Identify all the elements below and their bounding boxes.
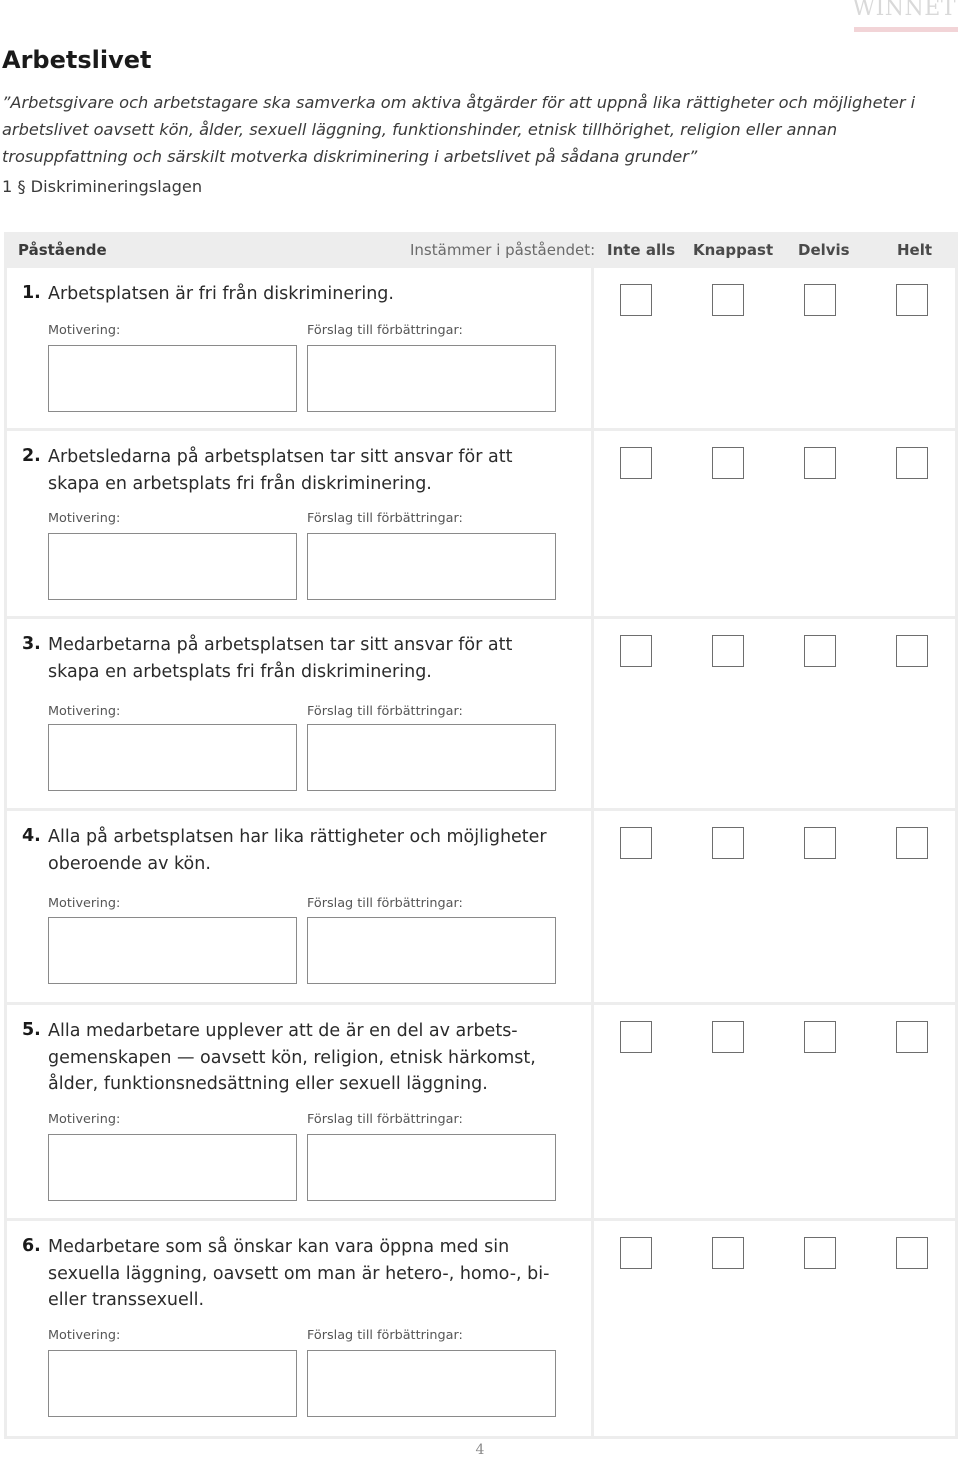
column-divider: [591, 1221, 594, 1436]
statement-number: 6.: [22, 1236, 41, 1256]
statement-row: [4, 1005, 958, 1221]
checkbox-knappast[interactable]: [712, 635, 744, 667]
checkbox-inte-alls[interactable]: [620, 635, 652, 667]
page-title: Arbetslivet: [2, 46, 152, 74]
checkbox-helt[interactable]: [896, 1237, 928, 1269]
checkbox-knappast[interactable]: [712, 1021, 744, 1053]
column-divider: [591, 1005, 594, 1218]
statement-row: [4, 1221, 958, 1439]
checkbox-delvis[interactable]: [804, 827, 836, 859]
column-divider: [591, 811, 594, 1002]
motivation-field[interactable]: [48, 1134, 297, 1201]
suggestions-label: Förslag till förbättringar:: [307, 1328, 463, 1343]
checkbox-helt[interactable]: [896, 827, 928, 859]
motivation-label: Motivering:: [48, 896, 121, 911]
checkbox-delvis[interactable]: [804, 1021, 836, 1053]
suggestions-field[interactable]: [307, 917, 556, 984]
column-divider: [591, 619, 594, 808]
motivation-label: Motivering:: [48, 511, 121, 526]
suggestions-field[interactable]: [307, 724, 556, 791]
checkbox-inte-alls[interactable]: [620, 1021, 652, 1053]
checkbox-delvis[interactable]: [804, 284, 836, 316]
motivation-field[interactable]: [48, 533, 297, 600]
checkbox-knappast[interactable]: [712, 284, 744, 316]
statement-text: Alla på arbetsplatsen har lika rättigheter och möjligheter oberoende av kön.: [48, 827, 547, 874]
statement-text: Arbetsledarna på arbetsplatsen tar sitt ansvar för att skapa en arbetsplats fri från diskriminering.: [48, 447, 513, 494]
motivation-field[interactable]: [48, 724, 297, 791]
header-option-helt: Helt: [897, 241, 933, 259]
suggestions-label: Förslag till förbättringar:: [307, 896, 463, 911]
statement-text: Medarbetarna på arbetsplatsen tar sitt ansvar för att skapa en arbetsplats fri från diskriminering.: [48, 635, 513, 682]
motivation-field[interactable]: [48, 917, 297, 984]
motivation-label: Motivering:: [48, 704, 121, 719]
motivation-field[interactable]: [48, 345, 297, 412]
statement-number: 2.: [22, 446, 41, 466]
header-agree-label: Instämmer i påståendet:: [410, 241, 596, 259]
motivation-label: Motivering:: [48, 1112, 121, 1127]
suggestions-label: Förslag till förbättringar:: [307, 704, 463, 719]
checkbox-helt[interactable]: [896, 1021, 928, 1053]
motivation-field[interactable]: [48, 1350, 297, 1417]
motivation-label: Motivering:: [48, 1328, 121, 1343]
statement-row: [4, 268, 958, 431]
winnet-logo: [850, 0, 960, 34]
checkbox-knappast[interactable]: [712, 1237, 744, 1269]
logo-text: WINNET: [852, 0, 956, 21]
logo-underline: [854, 27, 958, 32]
column-divider: [591, 431, 594, 616]
statement-row: [4, 619, 958, 811]
page-number: 4: [475, 1442, 485, 1458]
checkbox-inte-alls[interactable]: [620, 827, 652, 859]
statement-text: Medarbetare som så önskar kan vara öppna med sin sexuella läggning, oavsett om man är hetero-, homo-, bi-eller transsexuell.: [48, 1237, 550, 1310]
statement-number: 3.: [22, 634, 41, 654]
suggestions-field[interactable]: [307, 533, 556, 600]
checkbox-helt[interactable]: [896, 635, 928, 667]
checkbox-delvis[interactable]: [804, 1237, 836, 1269]
motivation-label: Motivering:: [48, 323, 121, 338]
header-statement: Påstående: [18, 241, 107, 259]
checkbox-knappast[interactable]: [712, 827, 744, 859]
statement-row: [4, 811, 958, 1005]
suggestions-label: Förslag till förbättringar:: [307, 511, 463, 526]
checkbox-knappast[interactable]: [712, 447, 744, 479]
checkbox-helt[interactable]: [896, 447, 928, 479]
header-option-knappast: Knappast: [693, 241, 774, 259]
suggestions-field[interactable]: [307, 1134, 556, 1201]
checkbox-delvis[interactable]: [804, 447, 836, 479]
checkbox-inte-alls[interactable]: [620, 447, 652, 479]
suggestions-label: Förslag till förbättringar:: [307, 1112, 463, 1127]
suggestions-field[interactable]: [307, 1350, 556, 1417]
checkbox-inte-alls[interactable]: [620, 284, 652, 316]
column-divider: [591, 268, 594, 428]
checkbox-inte-alls[interactable]: [620, 1237, 652, 1269]
suggestions-field[interactable]: [307, 345, 556, 412]
header-option-inte-alls: Inte alls: [607, 241, 676, 259]
statement-text: Arbetsplatsen är fri från diskriminering.: [48, 284, 394, 304]
statement-row: [4, 431, 958, 619]
table-header: [4, 232, 958, 268]
law-quote: ”Arbetsgivare och arbetstagare ska samverka om aktiva åtgärder för att uppnå lika rättigheter och möjligheter i arbetslivet oavsett kön, ålder, sexuell läggning, funktionshinder, etnisk tillhörighet, religion eller annan trosuppfattning och särskilt motverka diskriminering i arbetslivet på sådana grunder”: [2, 93, 916, 166]
statement-number: 4.: [22, 826, 41, 846]
checkbox-delvis[interactable]: [804, 635, 836, 667]
checkbox-helt[interactable]: [896, 284, 928, 316]
suggestions-label: Förslag till förbättringar:: [307, 323, 463, 338]
header-option-delvis: Delvis: [798, 241, 850, 259]
statement-text: Alla medarbetare upplever att de är en del av arbets-gemenskapen — oavsett kön, religion, etnisk härkomst, ålder, funktionsnedsättning eller sexuell läggning.: [48, 1021, 536, 1094]
statement-number: 1.: [22, 283, 41, 303]
statement-number: 5.: [22, 1020, 41, 1040]
law-source: 1 § Diskrimineringslagen: [2, 177, 203, 196]
